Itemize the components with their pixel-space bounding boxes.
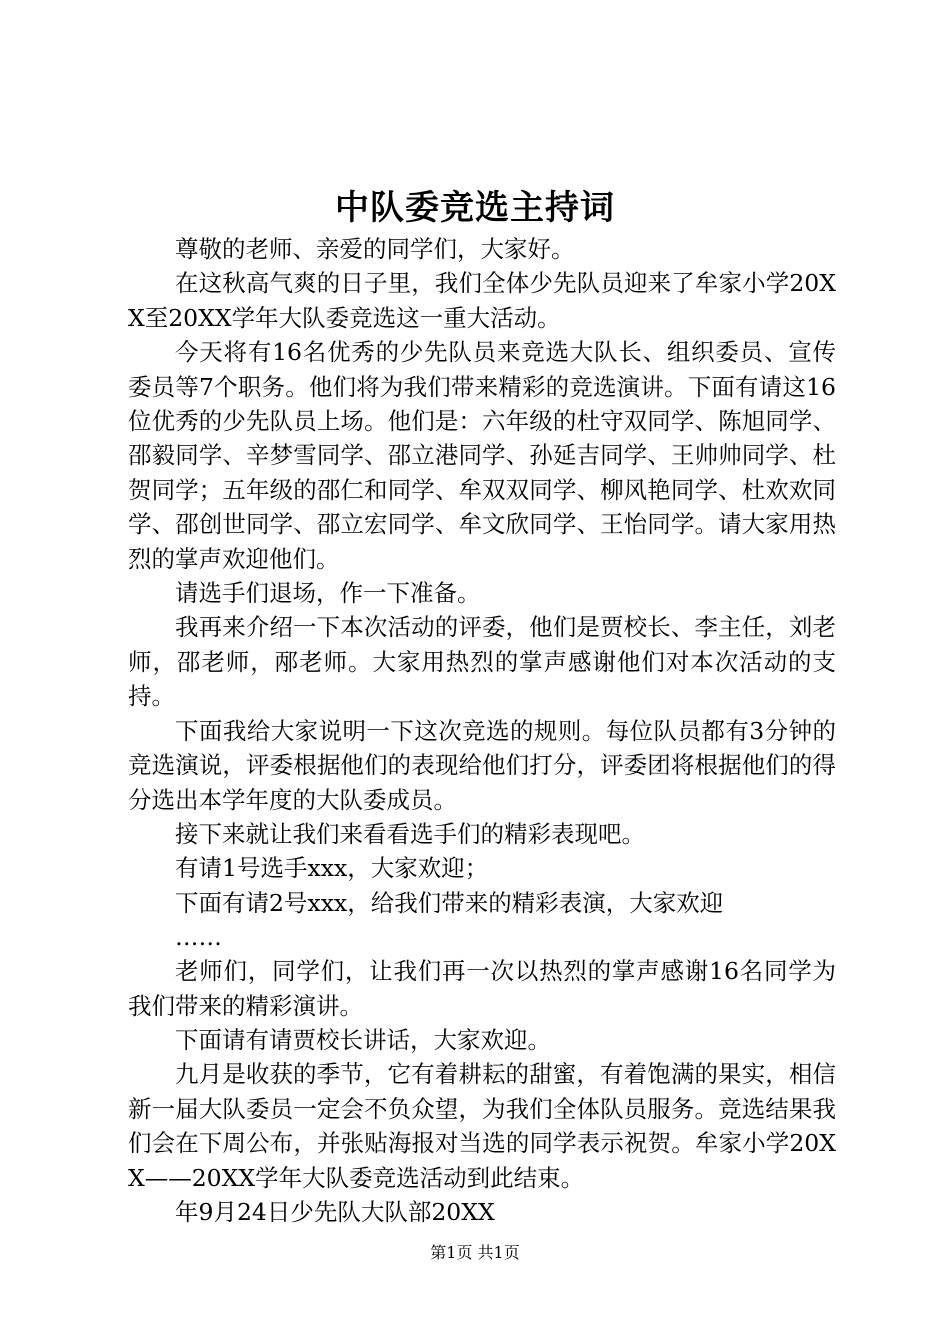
document-body (128, 232, 836, 1229)
paragraph-contestant-2: 下面有请2号xxx，给我们带来的精彩表演，大家欢迎 (175, 888, 724, 917)
paragraph-closing: 九月是收获的季节，它有着耕耘的甜蜜，有着饱满的果实，相信新一届大队委员一定会不负众望，为我们全体队员服务。竞选结果我们会在下周公布，并张贴海报对当选的同学表示祝贺。牟家小学20XX——20XX学年大队委竞选活动到此结束。 (128, 1060, 836, 1192)
paragraph-contestant-1: 有请1号选手xxx，大家欢迎； (175, 854, 489, 883)
paragraph-principal: 下面请有请贾校长讲话，大家欢迎。 (175, 1025, 551, 1054)
paragraph-judges: 我再来介绍一下本次活动的评委，他们是贾校长、李主任，刘老师，邵老师，邴老师。大家用热烈的掌声感谢他们对本次活动的支持。 (128, 613, 836, 711)
document-title: 中队委竞选主持词 (335, 188, 615, 228)
paragraph-next: 接下来就让我们来看看选手们的精彩表现吧。 (175, 819, 645, 848)
paragraph-ellipsis: …… (175, 923, 222, 952)
paragraph-thanks: 老师们，同学们，让我们再一次以热烈的掌声感谢16名同学为我们带来的精彩演讲。 (128, 957, 836, 1020)
page-footer: 第1页 共1页 (430, 1243, 520, 1262)
paragraph-greeting: 尊敬的老师、亲爱的同学们，大家好。 (175, 235, 575, 263)
paragraph-exit: 请选手们退场，作一下准备。 (175, 579, 481, 608)
paragraph-rules: 下面我给大家说明一下这次竞选的规则。每位队员都有3分钟的竞选演说，评委根据他们的表现给他们打分，评委团将根据他们的得分选出本学年度的大队委成员。 (128, 716, 836, 814)
paragraph-signature: 年9月24日少先队大队部20XX (175, 1197, 495, 1226)
paragraph-intro: 在这秋高气爽的日子里，我们全体少先队员迎来了牟家小学20XX至20XX学年大队委竞选这一重大活动。 (128, 269, 836, 332)
paragraph-candidates: 今天将有16名优秀的少先队员来竞选大队长、组织委员、宣传委员等7个职务。他们将为我们带来精彩的竞选演讲。下面有请这16位优秀的少先队员上场。他们是：六年级的杜守双同学、陈旭同学、邵毅同学、辛梦雪同学、邵立港同学、孙延吉同学、王帅帅同学、杜贺同学；五年级的邵仁和同学、牟双双同学、柳风艳同学、杜欢欢同学、邵创世同学、邵立宏同学、牟文欣同学、王怡同学。请大家用热烈的掌声欢迎他们。 (128, 338, 836, 573)
